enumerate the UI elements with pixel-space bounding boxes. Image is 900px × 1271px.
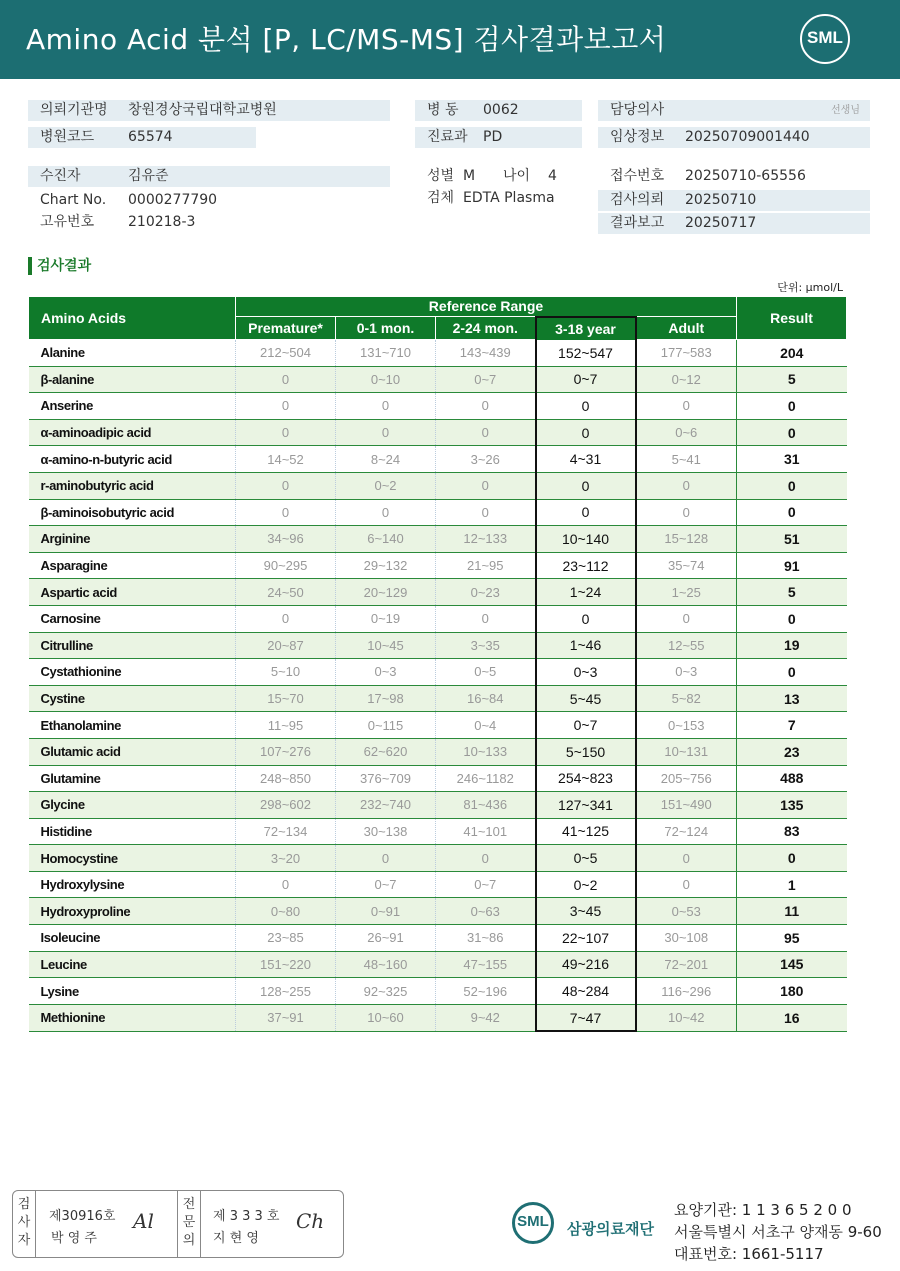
ref-premature: 212~504 [236, 340, 336, 367]
result-value: 0 [737, 419, 847, 446]
table-row [29, 898, 847, 925]
ref-2-24-mon: 0 [436, 605, 536, 632]
table-row [29, 925, 847, 952]
ref-premature: 3~20 [236, 845, 336, 872]
doctor-suffix: 선생님 [831, 105, 860, 116]
specialist-label: 전 문 의 [177, 1191, 201, 1257]
institution-label: 의뢰기관명 [40, 102, 108, 118]
ref-3-18-year: 3~45 [536, 898, 636, 925]
ref-premature: 0 [236, 393, 336, 420]
hospital-code-field [28, 127, 256, 148]
amino-acid-name: Cystine [29, 685, 236, 712]
amino-acid-name: Asparagine [29, 552, 236, 579]
amino-acid-name: Aspartic acid [29, 579, 236, 606]
ref-premature: 128~255 [236, 978, 336, 1005]
amino-acid-name: β-aminoisobutyric acid [29, 499, 236, 526]
amino-acid-name: Methionine [29, 1004, 236, 1031]
ref-premature: 298~602 [236, 792, 336, 819]
header-3-18-year: 3-18 year [536, 317, 636, 340]
ref-2-24-mon: 143~439 [436, 340, 536, 367]
amino-acid-name: Glycine [29, 792, 236, 819]
header-2-24-mon: 2-24 mon. [436, 317, 536, 340]
amino-acid-name: Homocystine [29, 845, 236, 872]
institution-value: 창원경상국립대학교병원 [128, 102, 277, 118]
clinical-label: 임상정보 [610, 129, 665, 145]
ref-0-1-mon: 376~709 [336, 765, 436, 792]
ref-adult: 1~25 [636, 579, 737, 606]
ref-3-18-year: 0 [536, 393, 636, 420]
result-value: 95 [737, 925, 847, 952]
age-label: 나이 [503, 168, 531, 184]
amino-acid-name: Isoleucine [29, 925, 236, 952]
table-row [29, 765, 847, 792]
specialist-number: 제 3 3 3 호 [213, 1209, 280, 1224]
ref-3-18-year: 127~341 [536, 792, 636, 819]
ref-3-18-year: 0~7 [536, 712, 636, 739]
ref-premature: 151~220 [236, 951, 336, 978]
ref-3-18-year: 1~24 [536, 579, 636, 606]
table-row [29, 552, 847, 579]
ref-premature: 248~850 [236, 765, 336, 792]
ref-3-18-year: 23~112 [536, 552, 636, 579]
table-row [29, 818, 847, 845]
ref-premature: 72~134 [236, 818, 336, 845]
ref-adult: 151~490 [636, 792, 737, 819]
result-value: 13 [737, 685, 847, 712]
ref-2-24-mon: 0 [436, 419, 536, 446]
ref-adult: 15~128 [636, 526, 737, 553]
ref-2-24-mon: 0 [436, 472, 536, 499]
ref-3-18-year: 0 [536, 419, 636, 446]
receipt-field [598, 166, 870, 187]
ref-2-24-mon: 246~1182 [436, 765, 536, 792]
ref-premature: 0 [236, 871, 336, 898]
ward-label: 병 동 [427, 102, 459, 118]
amino-acid-name: Hydroxylysine [29, 871, 236, 898]
amino-acid-name: Leucine [29, 951, 236, 978]
ref-3-18-year: 0~5 [536, 845, 636, 872]
ref-premature: 14~52 [236, 446, 336, 473]
ref-premature: 0 [236, 605, 336, 632]
dept-field [415, 127, 582, 148]
table-row [29, 845, 847, 872]
ref-adult: 72~124 [636, 818, 737, 845]
examiner-signature-icon: Al [133, 1209, 154, 1233]
ward-field [415, 100, 582, 121]
report-title: Amino Acid 분석 [P, LC/MS-MS] 검사결과보고서 [26, 23, 667, 56]
ref-2-24-mon: 12~133 [436, 526, 536, 553]
ref-0-1-mon: 0~7 [336, 871, 436, 898]
table-row [29, 526, 847, 553]
patient-label: 수진자 [40, 168, 81, 184]
ref-3-18-year: 0 [536, 499, 636, 526]
ref-0-1-mon: 0~2 [336, 472, 436, 499]
ref-2-24-mon: 9~42 [436, 1004, 536, 1031]
ref-2-24-mon: 0~23 [436, 579, 536, 606]
ref-2-24-mon: 31~86 [436, 925, 536, 952]
ref-0-1-mon: 8~24 [336, 446, 436, 473]
ref-adult: 5~82 [636, 685, 737, 712]
report-header [0, 0, 900, 79]
report-date-label: 결과보고 [610, 215, 665, 231]
sex-label: 성별 [427, 168, 455, 184]
result-value: 19 [737, 632, 847, 659]
ref-adult: 0~153 [636, 712, 737, 739]
ref-0-1-mon: 0~19 [336, 605, 436, 632]
ref-adult: 0~12 [636, 366, 737, 393]
result-value: 488 [737, 765, 847, 792]
receipt-value: 20250710-65556 [685, 168, 806, 184]
table-row [29, 499, 847, 526]
ref-adult: 35~74 [636, 552, 737, 579]
ref-0-1-mon: 29~132 [336, 552, 436, 579]
result-value: 16 [737, 1004, 847, 1031]
report-date-value: 20250717 [685, 215, 757, 231]
examiner-name: 박 영 주 [51, 1231, 97, 1246]
report-date-field [598, 213, 870, 234]
ref-adult: 0 [636, 499, 737, 526]
result-value: 0 [737, 472, 847, 499]
table-row [29, 419, 847, 446]
ref-premature: 24~50 [236, 579, 336, 606]
ref-2-24-mon: 0~7 [436, 871, 536, 898]
ref-3-18-year: 152~547 [536, 340, 636, 367]
header-0-1-mon: 0-1 mon. [336, 317, 436, 340]
table-row [29, 366, 847, 393]
specimen-label: 검체 [427, 190, 455, 206]
header-amino-acids: Amino Acids [29, 297, 236, 340]
ref-0-1-mon: 232~740 [336, 792, 436, 819]
sml-footer-logo-icon [512, 1202, 554, 1244]
header-adult: Adult [636, 317, 737, 340]
ref-3-18-year: 0~7 [536, 366, 636, 393]
specimen-field [415, 188, 590, 209]
ref-2-24-mon: 0~5 [436, 659, 536, 686]
amino-acid-name: Alanine [29, 340, 236, 367]
ref-0-1-mon: 10~60 [336, 1004, 436, 1031]
ref-3-18-year: 22~107 [536, 925, 636, 952]
ref-adult: 10~131 [636, 738, 737, 765]
ref-adult: 0 [636, 472, 737, 499]
amino-acid-name: α-amino-n-butyric acid [29, 446, 236, 473]
ref-premature: 20~87 [236, 632, 336, 659]
result-value: 204 [737, 340, 847, 367]
ref-adult: 177~583 [636, 340, 737, 367]
ref-2-24-mon: 0~63 [436, 898, 536, 925]
foundation-name: 삼광의료재단 [567, 1220, 654, 1238]
table-row [29, 738, 847, 765]
ref-premature: 34~96 [236, 526, 336, 553]
ref-premature: 0 [236, 472, 336, 499]
ref-2-24-mon: 0~4 [436, 712, 536, 739]
header-result: Result [737, 297, 847, 340]
table-row [29, 871, 847, 898]
chart-field [28, 190, 390, 211]
result-value: 135 [737, 792, 847, 819]
result-value: 0 [737, 845, 847, 872]
clinical-value: 20250709001440 [685, 129, 810, 145]
result-value: 51 [737, 526, 847, 553]
amino-acid-name: Cystathionine [29, 659, 236, 686]
doctor-label: 담당의사 [610, 102, 665, 118]
institution-field [28, 100, 390, 121]
amino-acid-name: Glutamine [29, 765, 236, 792]
result-value: 91 [737, 552, 847, 579]
ref-2-24-mon: 41~101 [436, 818, 536, 845]
ref-premature: 0 [236, 499, 336, 526]
specialist-name: 지 현 영 [213, 1231, 259, 1246]
ref-0-1-mon: 62~620 [336, 738, 436, 765]
doctor-field [598, 100, 870, 121]
amino-acid-table [28, 296, 847, 1032]
ref-3-18-year: 49~216 [536, 951, 636, 978]
examiner-label: 검 사 자 [13, 1191, 36, 1257]
specimen-value: EDTA Plasma [463, 190, 555, 206]
header-reference-range: Reference Range [236, 297, 737, 317]
table-row [29, 632, 847, 659]
result-value: 0 [737, 393, 847, 420]
ref-2-24-mon: 0 [436, 845, 536, 872]
ref-premature: 37~91 [236, 1004, 336, 1031]
amino-acid-name: β-alanine [29, 366, 236, 393]
hospital-code-value: 65574 [128, 129, 173, 145]
unique-label: 고유번호 [40, 214, 95, 230]
ref-0-1-mon: 0 [336, 393, 436, 420]
ref-3-18-year: 0~3 [536, 659, 636, 686]
ref-adult: 72~201 [636, 951, 737, 978]
ref-0-1-mon: 30~138 [336, 818, 436, 845]
ref-adult: 0~53 [636, 898, 737, 925]
request-value: 20250710 [685, 192, 757, 208]
table-row [29, 393, 847, 420]
table-row [29, 951, 847, 978]
ref-3-18-year: 254~823 [536, 765, 636, 792]
ref-premature: 0 [236, 419, 336, 446]
ref-0-1-mon: 0~115 [336, 712, 436, 739]
ref-adult: 205~756 [636, 765, 737, 792]
unique-field [28, 212, 390, 233]
ref-premature: 15~70 [236, 685, 336, 712]
specialist-signature-icon: Ch [296, 1209, 325, 1233]
amino-acid-name: Ethanolamine [29, 712, 236, 739]
ref-0-1-mon: 0 [336, 419, 436, 446]
ref-3-18-year: 0~2 [536, 871, 636, 898]
ref-3-18-year: 1~46 [536, 632, 636, 659]
table-row [29, 659, 847, 686]
table-row [29, 605, 847, 632]
patient-value: 김유준 [128, 168, 169, 184]
result-value: 83 [737, 818, 847, 845]
ref-3-18-year: 41~125 [536, 818, 636, 845]
sex-age-field [415, 166, 590, 187]
table-row [29, 472, 847, 499]
hospital-code-label: 병원코드 [40, 129, 95, 145]
ref-2-24-mon: 0 [436, 393, 536, 420]
ref-2-24-mon: 21~95 [436, 552, 536, 579]
ref-0-1-mon: 17~98 [336, 685, 436, 712]
ref-2-24-mon: 81~436 [436, 792, 536, 819]
ref-0-1-mon: 48~160 [336, 951, 436, 978]
sml-logo-icon [800, 14, 850, 64]
ref-3-18-year: 4~31 [536, 446, 636, 473]
unit-label: 단위: μmol/L [777, 281, 843, 294]
ref-2-24-mon: 3~26 [436, 446, 536, 473]
amino-acid-name: Histidine [29, 818, 236, 845]
ref-adult: 116~296 [636, 978, 737, 1005]
ref-adult: 0 [636, 393, 737, 420]
amino-acid-name: Arginine [29, 526, 236, 553]
ref-3-18-year: 0 [536, 605, 636, 632]
section-title: 검사결과 [28, 257, 91, 275]
result-value: 7 [737, 712, 847, 739]
sml-logo-text: SML [807, 28, 843, 47]
table-row [29, 685, 847, 712]
ref-0-1-mon: 0 [336, 845, 436, 872]
result-value: 1 [737, 871, 847, 898]
receipt-label: 접수번호 [610, 168, 665, 184]
dept-value: PD [483, 129, 503, 145]
result-value: 0 [737, 499, 847, 526]
chart-label: Chart No. [40, 192, 107, 208]
clinical-field [598, 127, 870, 148]
result-value: 5 [737, 579, 847, 606]
ref-0-1-mon: 92~325 [336, 978, 436, 1005]
signature-box [12, 1190, 344, 1258]
ref-0-1-mon: 20~129 [336, 579, 436, 606]
ref-adult: 0 [636, 605, 737, 632]
ref-adult: 0~3 [636, 659, 737, 686]
unique-value: 210218-3 [128, 214, 196, 230]
sex-value: M [463, 168, 476, 184]
ref-premature: 107~276 [236, 738, 336, 765]
address: 서울특별시 서초구 양재동 9-60 [674, 1223, 882, 1241]
ref-3-18-year: 48~284 [536, 978, 636, 1005]
result-value: 145 [737, 951, 847, 978]
result-value: 0 [737, 605, 847, 632]
result-value: 180 [737, 978, 847, 1005]
amino-acid-name: Hydroxyproline [29, 898, 236, 925]
institution-code: 요양기관: 1 1 3 6 5 2 0 0 [674, 1201, 852, 1219]
ref-0-1-mon: 26~91 [336, 925, 436, 952]
table-row [29, 1004, 847, 1031]
header-premature: Premature* [236, 317, 336, 340]
ref-adult: 0~6 [636, 419, 737, 446]
table-row [29, 579, 847, 606]
ref-0-1-mon: 0~91 [336, 898, 436, 925]
ref-2-24-mon: 10~133 [436, 738, 536, 765]
table-row [29, 792, 847, 819]
amino-acid-name: Carnosine [29, 605, 236, 632]
ref-adult: 5~41 [636, 446, 737, 473]
ref-2-24-mon: 0~7 [436, 366, 536, 393]
result-value: 5 [737, 366, 847, 393]
ref-premature: 0 [236, 366, 336, 393]
sml-footer-logo-text: SML [517, 1213, 549, 1230]
ref-0-1-mon: 131~710 [336, 340, 436, 367]
chart-value: 0000277790 [128, 192, 218, 208]
ref-3-18-year: 0 [536, 472, 636, 499]
result-value: 23 [737, 738, 847, 765]
amino-acid-name: Citrulline [29, 632, 236, 659]
ref-adult: 0 [636, 845, 737, 872]
examiner-number: 제30916호 [49, 1209, 116, 1224]
ref-0-1-mon: 6~140 [336, 526, 436, 553]
ref-0-1-mon: 0~10 [336, 366, 436, 393]
ref-premature: 23~85 [236, 925, 336, 952]
ref-3-18-year: 5~45 [536, 685, 636, 712]
table-row [29, 978, 847, 1005]
table-row [29, 712, 847, 739]
ref-premature: 5~10 [236, 659, 336, 686]
ref-adult: 0 [636, 871, 737, 898]
ref-adult: 30~108 [636, 925, 737, 952]
amino-acid-name: α-aminoadipic acid [29, 419, 236, 446]
ward-value: 0062 [483, 102, 519, 118]
ref-premature: 90~295 [236, 552, 336, 579]
table-row [29, 446, 847, 473]
ref-2-24-mon: 47~155 [436, 951, 536, 978]
amino-acid-name: Glutamic acid [29, 738, 236, 765]
patient-field [28, 166, 390, 187]
ref-2-24-mon: 0 [436, 499, 536, 526]
ref-0-1-mon: 10~45 [336, 632, 436, 659]
ref-0-1-mon: 0~3 [336, 659, 436, 686]
amino-acid-name: r-aminobutyric acid [29, 472, 236, 499]
amino-acid-name: Anserine [29, 393, 236, 420]
amino-acid-name: Lysine [29, 978, 236, 1005]
ref-3-18-year: 7~47 [536, 1004, 636, 1031]
ref-2-24-mon: 3~35 [436, 632, 536, 659]
request-label: 검사의뢰 [610, 192, 665, 208]
ref-0-1-mon: 0 [336, 499, 436, 526]
request-field [598, 190, 870, 211]
dept-label: 진료과 [427, 129, 468, 145]
ref-3-18-year: 10~140 [536, 526, 636, 553]
age-value: 4 [548, 168, 557, 184]
phone: 대표번호: 1661-5117 [674, 1245, 824, 1263]
result-value: 31 [737, 446, 847, 473]
ref-premature: 0~80 [236, 898, 336, 925]
ref-2-24-mon: 16~84 [436, 685, 536, 712]
ref-3-18-year: 5~150 [536, 738, 636, 765]
result-value: 11 [737, 898, 847, 925]
ref-premature: 11~95 [236, 712, 336, 739]
result-value: 0 [737, 659, 847, 686]
ref-adult: 10~42 [636, 1004, 737, 1031]
ref-2-24-mon: 52~196 [436, 978, 536, 1005]
ref-adult: 12~55 [636, 632, 737, 659]
table-row [29, 340, 847, 367]
